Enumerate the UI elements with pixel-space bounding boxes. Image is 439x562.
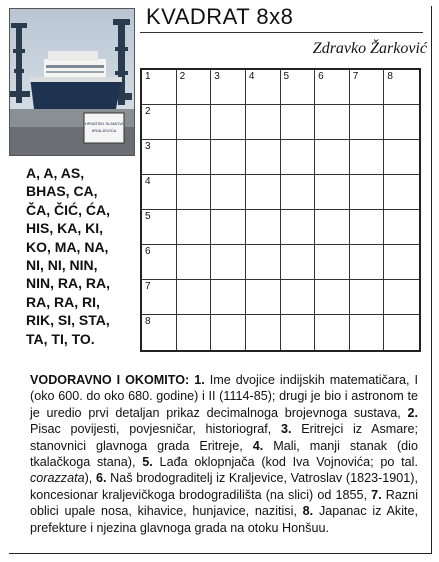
shipyard-photo-drawing bbox=[10, 9, 134, 155]
clue-text: Pisac povijesti, povjesničar, historiograf, bbox=[30, 422, 282, 437]
grid-cell[interactable] bbox=[281, 280, 316, 315]
grid-cell[interactable] bbox=[384, 105, 419, 140]
clue-number: 6. bbox=[95, 471, 107, 486]
grid-cell[interactable] bbox=[384, 245, 419, 280]
clue-text: Lađa oklopnjača (kod Iva Vojnovića; po tal. bbox=[152, 455, 418, 470]
word-bank-line: RIK, SI, STA, bbox=[26, 312, 110, 329]
clue-number: 3. bbox=[281, 422, 292, 437]
cell-number: 1 bbox=[145, 71, 151, 82]
grid-cell[interactable] bbox=[246, 210, 281, 245]
grid-cell[interactable] bbox=[142, 105, 177, 140]
title-divider bbox=[140, 32, 423, 33]
cell-number: 8 bbox=[387, 71, 393, 82]
grid-cell[interactable] bbox=[350, 70, 385, 105]
grid-cell[interactable] bbox=[281, 140, 316, 175]
clue-text: Japanac iz Akite, prefekture i njezina glavnoga grada na otoku Honšuu. bbox=[30, 504, 418, 535]
grid-cell[interactable] bbox=[177, 245, 212, 280]
grid-cell[interactable] bbox=[315, 175, 350, 210]
grid-cell[interactable] bbox=[350, 210, 385, 245]
grid-cell[interactable] bbox=[211, 315, 246, 350]
word-bank-line: KO, MA, NA, bbox=[26, 238, 109, 255]
grid-cell[interactable] bbox=[384, 210, 419, 245]
grid-cell[interactable] bbox=[142, 175, 177, 210]
grid-cell[interactable] bbox=[246, 140, 281, 175]
grid-cell[interactable] bbox=[177, 140, 212, 175]
grid-cell[interactable] bbox=[315, 210, 350, 245]
puzzle-author: Zdravko Žarković bbox=[312, 40, 427, 57]
clue-number: 5. bbox=[142, 455, 153, 470]
grid-cell[interactable] bbox=[142, 210, 177, 245]
grid-cell[interactable] bbox=[281, 315, 316, 350]
grid-cell[interactable] bbox=[142, 280, 177, 315]
grid-cell[interactable] bbox=[211, 175, 246, 210]
word-bank bbox=[26, 164, 138, 348]
grid-cell[interactable] bbox=[384, 70, 419, 105]
grid-cell[interactable] bbox=[281, 175, 316, 210]
clue-text: Razni oblici upale nosa, kihavice, hunjavice, nazitisi, bbox=[30, 487, 418, 519]
grid-cell[interactable] bbox=[350, 105, 385, 140]
word-bank-line: HIS, KA, KI, bbox=[26, 220, 104, 237]
grid-cell[interactable] bbox=[315, 245, 350, 280]
clues-text bbox=[30, 372, 418, 536]
cell-number: 6 bbox=[145, 246, 151, 257]
grid-cell[interactable] bbox=[177, 280, 212, 315]
grid-cell[interactable] bbox=[281, 70, 316, 105]
cell-number: 3 bbox=[145, 141, 151, 152]
cell-number: 2 bbox=[179, 71, 186, 82]
shipyard-photo bbox=[9, 8, 135, 156]
clue-text: Mali, manji stanak (dio tkalačkoga stana), bbox=[30, 438, 418, 470]
word-bank-line: RA, RA, RI, bbox=[26, 293, 100, 310]
grid-cell[interactable] bbox=[211, 210, 246, 245]
grid-cell[interactable] bbox=[177, 315, 212, 350]
grid-cell[interactable] bbox=[211, 245, 246, 280]
grid-cell[interactable] bbox=[246, 245, 281, 280]
cell-number: 4 bbox=[145, 176, 151, 187]
sign-text-1: HRVATSKI SLAMOVI bbox=[84, 121, 124, 126]
grid-cell[interactable] bbox=[350, 315, 385, 350]
grid-cell[interactable] bbox=[211, 140, 246, 175]
clue-text-after: ), bbox=[84, 471, 96, 486]
grid-cell[interactable] bbox=[315, 105, 350, 140]
cell-number: 3 bbox=[214, 71, 220, 82]
word-bank-line: TA, TI, TO. bbox=[26, 330, 95, 347]
word-bank-line: ČA, ČIĆ, ĆA, bbox=[26, 201, 110, 218]
grid-cell[interactable] bbox=[384, 280, 419, 315]
clue-italic: corazzata bbox=[30, 471, 85, 486]
word-bank-line: NIN, RA, RA, bbox=[26, 275, 110, 292]
cell-number: 2 bbox=[145, 106, 151, 117]
grid-cell[interactable] bbox=[350, 280, 385, 315]
grid-cell[interactable] bbox=[177, 105, 212, 140]
grid-cell[interactable] bbox=[142, 245, 177, 280]
grid-cell[interactable] bbox=[350, 175, 385, 210]
cell-number: 8 bbox=[145, 316, 151, 327]
puzzle-title: KVADRAT 8x8 bbox=[146, 4, 294, 29]
grid-cell[interactable] bbox=[177, 70, 212, 105]
grid-cell[interactable] bbox=[384, 140, 419, 175]
grid-cell[interactable] bbox=[142, 315, 177, 350]
word-bank-line: NI, NI, NIN, bbox=[26, 257, 98, 274]
clue-text: Naš brodograditelj iz Kraljevice, Vatroslav (1823-1901), koncesionar kraljevičkoga brodogradilišta (na slici) od 1855, bbox=[30, 471, 418, 502]
word-bank-line: A, A, AS, bbox=[26, 165, 85, 181]
grid-cell[interactable] bbox=[142, 140, 177, 175]
grid-cell[interactable] bbox=[315, 315, 350, 350]
grid-cell[interactable] bbox=[246, 280, 281, 315]
clue-number: 7. bbox=[371, 487, 382, 502]
cell-number: 7 bbox=[145, 281, 151, 292]
cell-number: 5 bbox=[145, 211, 151, 222]
grid-cell[interactable] bbox=[350, 245, 385, 280]
clue-number: 2. bbox=[407, 405, 418, 420]
grid-cell[interactable] bbox=[246, 70, 281, 105]
grid-cell[interactable] bbox=[211, 105, 246, 140]
grid-cell[interactable] bbox=[211, 70, 246, 105]
grid-cell[interactable] bbox=[246, 105, 281, 140]
sign-text-2: KRALJEVICA bbox=[91, 128, 117, 133]
clue-number: 1. bbox=[194, 373, 205, 387]
cell-number: 5 bbox=[283, 71, 290, 82]
grid-cell[interactable] bbox=[315, 280, 350, 315]
grid-cell[interactable] bbox=[211, 280, 246, 315]
grid-cell[interactable] bbox=[281, 105, 316, 140]
grid-cell[interactable] bbox=[281, 210, 316, 245]
grid-cell[interactable] bbox=[384, 315, 419, 350]
grid-cell[interactable] bbox=[315, 70, 350, 105]
grid-cell[interactable] bbox=[246, 175, 281, 210]
clue-number: 4. bbox=[252, 438, 264, 453]
grid-cell[interactable] bbox=[177, 175, 212, 210]
grid-cell[interactable] bbox=[315, 140, 350, 175]
grid-cell[interactable] bbox=[384, 175, 419, 210]
clue-number: 8. bbox=[302, 504, 314, 519]
grid-cell[interactable] bbox=[177, 210, 212, 245]
clue-text: Eritrejci iz Asmare; stanovnici glavnoga grada Eritreje, bbox=[30, 422, 418, 453]
cell-number: 4 bbox=[248, 71, 255, 82]
grid-cell[interactable] bbox=[142, 70, 177, 105]
cell-number: 7 bbox=[352, 71, 359, 82]
grid-cell[interactable] bbox=[350, 140, 385, 175]
clue-text: Ime dvojice indijskih matematičara, I (oko 600. do oko 680. godine) i II (1114-85); drugi je bio i astronom te je uredio prvi detaljan prikaz decimalnoga brojevnoga sustava, bbox=[30, 373, 419, 420]
grid-cell[interactable] bbox=[281, 245, 316, 280]
crossword-grid bbox=[140, 68, 421, 352]
cell-number: 6 bbox=[318, 71, 324, 82]
word-bank-line: BHAS, CA, bbox=[26, 183, 98, 200]
clues-heading: VODORAVNO I OKOMITO: bbox=[30, 373, 190, 387]
grid-cell[interactable] bbox=[246, 315, 281, 350]
